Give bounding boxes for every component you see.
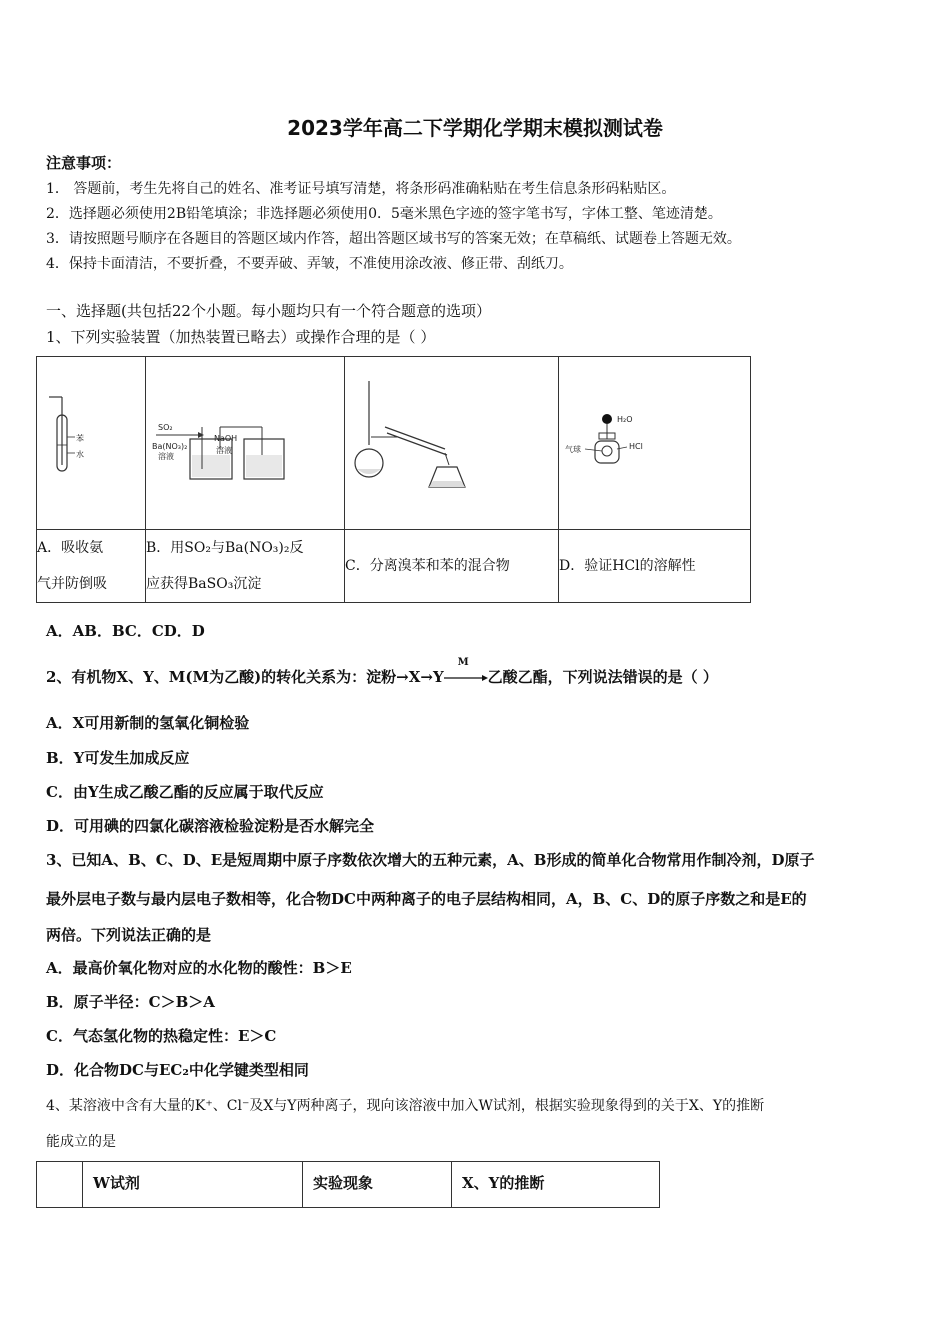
label-solution-1: 溶液	[158, 452, 174, 461]
q1-stem: 1、下列实验装置（加热装置已略去）或操作合理的是（ ）	[46, 328, 436, 346]
q4-stem-line2: 能成立的是	[46, 1134, 116, 1150]
arrow-icon	[444, 671, 488, 685]
label-balloon: 气球	[565, 445, 581, 454]
label-ba-no3: Ba(NO₃)₂	[152, 442, 188, 451]
q3-stem-line: 3、已知A、B、C、D、E是短周期中原子序数依次增大的五种元素，A、B形成的简单化合物常用作制冷剂，D原子	[46, 851, 815, 869]
q1-option-a	[37, 530, 146, 603]
note-item: 3．请按照题号顺序在各题目的答题区域内作答，超出答题区域书写的答案无效；在草稿纸、试题卷上答题无效。	[46, 231, 741, 247]
q3-option: C．气态氢化物的热稳定性：E＞C	[46, 1027, 277, 1045]
label-benzene: 苯	[76, 434, 84, 443]
label-h2o: H₂O	[617, 415, 633, 424]
q3-option: D．化合物DC与EC₂中化学键类型相同	[46, 1061, 309, 1079]
note-item: 1． 答题前，考生先将自己的姓名、准考证号填写清楚，将条形码准确粘贴在考生信息条形码粘贴区。	[46, 181, 676, 197]
label-solution-2: 溶液	[216, 446, 232, 455]
q1-image-c	[345, 357, 559, 530]
q3-stem-line: 两倍。下列说法正确的是	[46, 926, 212, 944]
q2-stem	[46, 657, 718, 687]
note-item: 2．选择题必须使用2B铅笔填涂；非选择题必须使用0．5毫米黑色字迹的签字笔书写，字体工整、笔迹清楚。	[46, 206, 722, 222]
reaction-arrow	[444, 657, 488, 685]
label-so2: SO₂	[158, 423, 173, 432]
q4-stem-line1: 4、某溶液中含有大量的K⁺、Cl⁻及X与Y两种离子，现向该溶液中加入W试剂，根据实验现象得到的关于X、Y的推断	[46, 1098, 765, 1114]
q1-option-a-line2: 气并防倒吸	[37, 576, 107, 592]
q1-option-b-line2: 应获得BaSO₃沉淀	[146, 576, 262, 592]
table-header-cell: X、Y的推断	[452, 1162, 660, 1208]
q1-option-c: C．分离溴苯和苯的混合物	[345, 530, 559, 603]
q3-option: A．最高价氧化物对应的水化物的酸性：B＞E	[46, 959, 352, 977]
label-hcl: HCl	[629, 442, 643, 451]
q1-option-b	[146, 530, 345, 603]
table-header-cell: 实验现象	[303, 1162, 452, 1208]
q4-table	[36, 1161, 660, 1208]
q2-option: C．由Y生成乙酸乙酯的反应属于取代反应	[46, 783, 324, 801]
note-item: 4．保持卡面清洁，不要折叠，不要弄破、弄皱，不准使用涂改液、修正带、刮纸刀。	[46, 256, 573, 272]
q2-option: D．可用碘的四氯化碳溶液检验淀粉是否水解完全	[46, 817, 375, 835]
q1-answer-options: A．AB．BC．CD．D	[46, 622, 205, 640]
section-heading: 一、选择题(共包括22个小题。每小题均只有一个符合题意的选项）	[46, 302, 491, 320]
hcl-solubility-diagram	[559, 357, 750, 529]
label-naoh: NaOH	[214, 434, 238, 443]
notes-heading: 注意事项：	[46, 154, 122, 172]
q1-image-b	[146, 357, 345, 530]
q1-image-a	[37, 357, 146, 530]
gas-washing-diagram	[146, 357, 344, 529]
arrow-label-m: M	[457, 657, 469, 668]
q1-option-b-line1: B．用SO₂与Ba(NO₃)₂反	[146, 540, 304, 556]
absorption-tube-diagram	[37, 357, 145, 529]
q2-option: A．X可用新制的氢氧化铜检验	[46, 714, 250, 732]
q1-option-d: D．验证HCl的溶解性	[559, 530, 751, 603]
q3-stem-line: 最外层电子数与最内层电子数相等，化合物DC中两种离子的电子层结构相同，A，B、C、D的原子序数之和是E的	[46, 890, 807, 908]
q2-stem-end: 乙酸乙酯，下列说法错误的是（ ）	[487, 668, 718, 686]
label-water: 水	[76, 450, 84, 459]
table-header-cell	[37, 1162, 83, 1208]
q1-apparatus-table	[36, 356, 751, 603]
q1-image-d	[559, 357, 751, 530]
q2-option: B．Y可发生加成反应	[46, 749, 190, 767]
q2-stem-start: 2、有机物X、Y、M(M为乙酸)的转化关系为：淀粉→X→Y	[46, 668, 444, 686]
table-header-row	[37, 1162, 660, 1208]
page-title: 2023学年高二下学期化学期末模拟测试卷	[287, 116, 663, 140]
q3-option: B．原子半径：C＞B＞A	[46, 993, 215, 1011]
q1-option-a-line1: A．吸收氨	[37, 540, 104, 556]
table-header-cell: W试剂	[83, 1162, 303, 1208]
distillation-diagram	[345, 357, 558, 529]
